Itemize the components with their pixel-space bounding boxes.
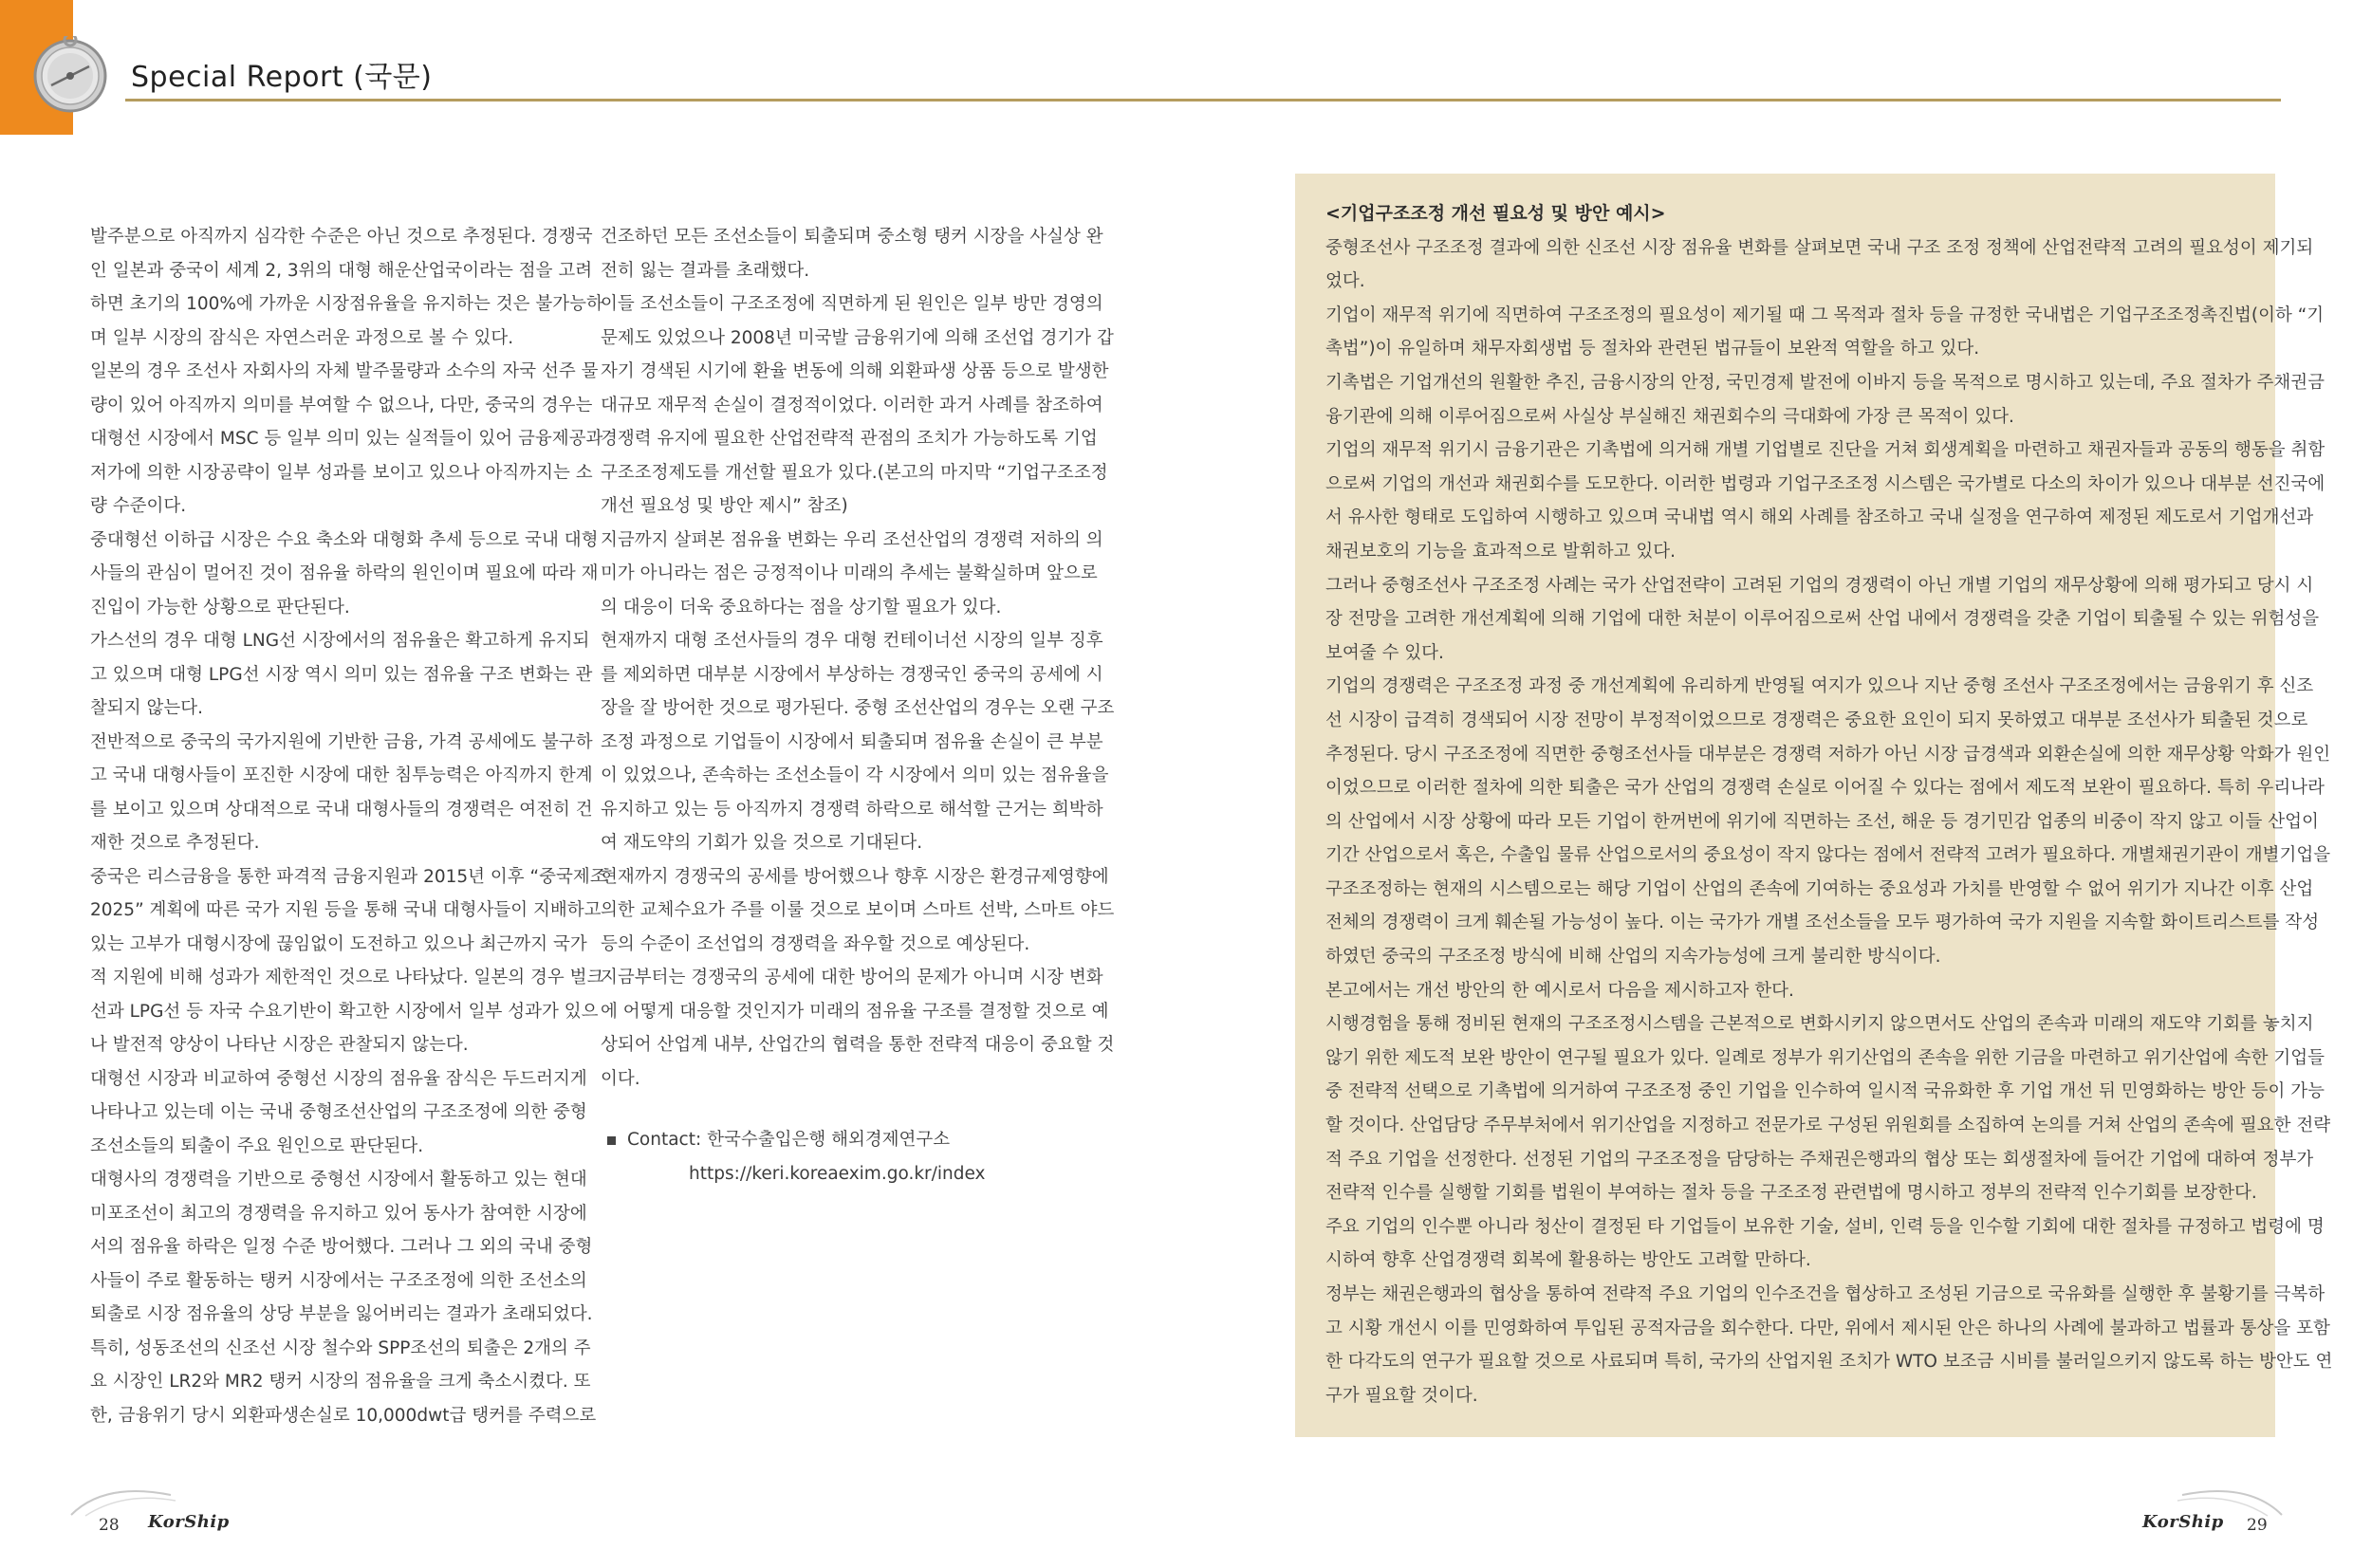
text-line: 를 제외하면 대부분 시장에서 부상하는 경쟁국인 중국의 공세에 시 bbox=[601, 664, 1103, 685]
text-line: 전히 잃는 결과를 초래했다. bbox=[601, 260, 810, 281]
text-line: 유지하고 있는 등 아직까지 경쟁력 하락으로 해석할 근거는 희박하 bbox=[601, 799, 1103, 820]
text-line: 중 전략적 선택으로 기촉법에 의거하여 구조조정 중인 기업을 인수하여 일시적 국유화한 후 기업 개선 뒤 민영화하는 방안 등이 가능 bbox=[1325, 1081, 2325, 1102]
text-line: 이들 조선소들이 구조조정에 직면하게 된 원인은 일부 방만 경영의 bbox=[601, 294, 1103, 314]
text-line: 인 일본과 중국이 세계 2, 3위의 대형 해운산업국이라는 점을 고려 bbox=[90, 260, 593, 281]
text-line: 적 지원에 비해 성과가 제한적인 것으로 나타났다. 일본의 경우 벌크 bbox=[90, 968, 604, 987]
text-line: 의한 교체수요가 주를 이룰 것으로 보이며 스마트 선박, 스마트 야드 bbox=[601, 900, 1115, 920]
text-line: 일본의 경우 조선사 자회사의 자체 발주물량과 소수의 자국 선주 물 bbox=[90, 361, 599, 381]
text-line: 고 있으며 대형 LPG선 시장 역시 의미 있는 점유율 구조 변화는 관 bbox=[90, 664, 593, 685]
text-line: 고 국내 대형사들이 포진한 시장에 대한 침투능력은 아직까지 한계 bbox=[90, 766, 593, 785]
middle-text-column bbox=[601, 220, 1115, 1096]
text-line: 않기 위한 제도적 보완 방안이 연구될 필요가 있다. 일례로 정부가 위기산업의 존속을 위한 기금을 마련하고 위기산업에 속한 기업들 bbox=[1325, 1047, 2325, 1068]
text-line: 기업이 재무적 위기에 직면하여 구조조정의 필요성이 제기될 때 그 목적과 절차 등을 규정한 국내법은 기업구조조정촉진법(이하 “기 bbox=[1325, 304, 2325, 325]
text-line: 전략적 인수를 실행할 기회를 법원이 부여하는 절차 등을 구조조정 관련법에 명시하고 정부의 전략적 인수기회를 보장한다. bbox=[1325, 1183, 2257, 1204]
text-line: 보여줄 수 있다. bbox=[1325, 642, 1444, 663]
text-line: 대형선 시장에서 MSC 등 일부 의미 있는 실적들이 있어 금융제공과 bbox=[90, 429, 603, 449]
text-line: 현재까지 경쟁국의 공세를 방어했으나 향후 시장은 환경규제영향에 bbox=[601, 866, 1109, 887]
right-korship-logo: KorShip bbox=[2142, 1512, 2224, 1532]
text-line: 융기관에 의해 이루어짐으로써 사실상 부실해진 채권회수의 극대화에 가장 큰 목적이 있다. bbox=[1325, 406, 2014, 427]
text-line: 기업의 재무적 위기시 금융기관은 기촉법에 의거해 개별 기업별로 진단을 거쳐 회생계획을 마련하고 채권자들과 공동의 행동을 취함 bbox=[1325, 440, 2325, 461]
text-line: 본고에서는 개선 방안의 한 예시로서 다음을 제시하고자 한다. bbox=[1325, 980, 1794, 1001]
text-line: 고 시황 개선시 이를 민영화하여 투입된 공적자금을 회수한다. 다만, 위에서 제시된 안은 하나의 사례에 불과하고 법률과 통상을 포함 bbox=[1325, 1318, 2330, 1338]
text-line: 장 전망을 고려한 개선계획에 의해 기업에 대한 처분이 이루어짐으로써 산업 내에서 경쟁력을 갖춘 기업이 퇴출될 수 있는 위험성을 bbox=[1325, 609, 2320, 630]
text-line: 이 있었으나, 존속하는 조선소들이 각 시장에서 의미 있는 점유율을 bbox=[601, 766, 1109, 785]
text-line: 중대형선 이하급 시장은 수요 축소와 대형화 추세 등으로 국내 대형 bbox=[90, 529, 599, 550]
text-line: 채권보호의 기능을 효과적으로 발휘하고 있다. bbox=[1325, 541, 1676, 562]
text-line: 하였던 중국의 구조조정 방식에 비해 산업의 지속가능성에 크게 불리한 방식이다. bbox=[1325, 947, 1941, 968]
text-line: 정부는 채권은행과의 협상을 통하여 전략적 주요 기업의 인수조건을 협상하고 조성된 기금으로 국유화를 실행한 후 불황기를 극복하 bbox=[1325, 1284, 2325, 1304]
text-line: 장을 잘 방어한 것으로 평가된다. 중형 조선산업의 경우는 오랜 구조 bbox=[601, 698, 1115, 718]
text-line: 이다. bbox=[601, 1068, 640, 1089]
text-line: 지금부터는 경쟁국의 공세에 대한 방어의 문제가 아니며 시장 변화 bbox=[601, 968, 1103, 987]
text-line: 중국은 리스금융을 통한 파격적 금융지원과 2015년 이후 “중국제조 bbox=[90, 866, 607, 887]
text-line: 나 발전적 양상이 나타난 시장은 관찰되지 않는다. bbox=[90, 1035, 469, 1055]
left-text-column bbox=[90, 220, 607, 1432]
text-line: 자기 경색된 시기에 환율 변동에 의해 외환파생 상품 등으로 발생한 bbox=[601, 361, 1109, 381]
text-line: 발주분으로 아직까지 심각한 수준은 아닌 것으로 추정된다. 경쟁국 bbox=[90, 227, 593, 247]
text-line: 미가 아니라는 점은 긍정적이나 미래의 추세는 불확실하며 앞으로 bbox=[601, 563, 1098, 583]
text-line: 시행경험을 통해 정비된 현재의 구조조정시스템을 근본적으로 변화시키지 않으면서도 산업의 존속과 미래의 재도약 기회를 놓치지 bbox=[1325, 1014, 2314, 1035]
text-line: 찰되지 않는다. bbox=[90, 698, 203, 718]
text-line: 주요 기업의 인수뿐 아니라 청산이 결정된 타 기업들이 보유한 기술, 설비, 인력 등을 인수할 기회에 대한 절차를 규정하고 법령에 명 bbox=[1325, 1216, 2325, 1237]
text-line: 구가 필요할 것이다. bbox=[1325, 1385, 1478, 1406]
text-line: 특히, 성동조선의 신조선 시장 철수와 SPP조선의 퇴출은 2개의 주 bbox=[90, 1337, 591, 1358]
text-line: 사들의 관심이 멀어진 것이 점유율 하락의 원인이며 필요에 따라 재 bbox=[90, 563, 599, 583]
text-line: 적 주요 기업을 선정한다. 선정된 기업의 구조조정을 담당하는 주채권은행과의 협상 또는 회생절차에 들어간 기업에 대하여 정부가 bbox=[1325, 1149, 2314, 1170]
text-line: 상되어 산업계 내부, 산업간의 협력을 통한 전략적 대응이 중요할 것 bbox=[601, 1035, 1115, 1055]
text-line: 구조조정하는 현재의 시스템으로는 해당 기업이 산업의 존속에 기여하는 중요성과 가치를 반영할 수 없어 위기가 지나간 이후 산업 bbox=[1325, 878, 2314, 899]
text-line: 서의 점유율 하락은 일정 수준 방어했다. 그러나 그 외의 국내 중형 bbox=[90, 1237, 593, 1257]
text-line: 미포조선이 최고의 경쟁력을 유지하고 있어 동사가 참여한 시장에 bbox=[90, 1203, 587, 1224]
text-line: 촉법”)이 유일하며 채무자회생법 등 절차와 관련된 법규들이 보완적 역할을 하고 있다. bbox=[1325, 339, 1980, 360]
text-line: 대형사의 경쟁력을 기반으로 중형선 시장에서 활동하고 있는 현대 bbox=[90, 1170, 587, 1190]
text-line: 량이 있어 아직까지 의미를 부여할 수 없으나, 다만, 중국의 경우는 bbox=[90, 395, 593, 415]
bullet-icon bbox=[607, 1136, 616, 1145]
text-line: 요 시장인 LR2와 MR2 탱커 시장의 점유율을 크게 축소시켰다. 또 bbox=[90, 1372, 591, 1392]
text-line: 조선소들의 퇴출이 주요 원인으로 판단된다. bbox=[90, 1135, 424, 1156]
text-line: 이었으므로 이러한 절차에 의한 퇴출은 국가 산업의 경쟁력 손실로 이어질 수 있다는 점에서 제도적 보완이 필요하다. 특히 우리나라 bbox=[1325, 778, 2325, 799]
text-line: 대형선 시장과 비교하여 중형선 시장의 점유율 잠식은 두드러지게 bbox=[90, 1068, 587, 1089]
text-line: 전체의 경쟁력이 크게 훼손될 가능성이 높다. 이는 국가가 개별 조선소들을 모두 평가하여 국가 지원을 지속할 화이트리스트를 작성 bbox=[1325, 913, 2320, 933]
text-line: 의 대응이 더욱 중요하다는 점을 상기할 필요가 있다. bbox=[601, 597, 1002, 618]
text-line: 개선 필요성 및 방안 제시” 참조) bbox=[601, 496, 848, 516]
text-line: 며 일부 시장의 잠식은 자연스러운 과정으로 볼 수 있다. bbox=[90, 327, 514, 348]
text-line: 량 수준이다. bbox=[90, 496, 187, 516]
text-line: 시하여 향후 산업경쟁력 회복에 활용하는 방안도 고려할 만하다. bbox=[1325, 1250, 1811, 1271]
text-line: 건조하던 모든 조선소들이 퇴출되며 중소형 탱커 시장을 사실상 완 bbox=[601, 227, 1103, 247]
header-rule bbox=[125, 99, 2281, 101]
contact-label: Contact: 한국수출입은행 해외경제연구소 bbox=[627, 1130, 951, 1150]
text-line: 등의 수준이 조선업의 경쟁력을 좌우할 것으로 예상된다. bbox=[601, 933, 1030, 954]
text-line: 그러나 중형조선사 구조조정 사례는 국가 산업전략이 고려된 기업의 경쟁력이 아닌 개별 기업의 재무상황에 의해 평가되고 당시 시 bbox=[1325, 575, 2314, 596]
text-line: 조정 과정으로 기업들이 시장에서 퇴출되며 점유율 손실이 큰 부분 bbox=[601, 731, 1103, 752]
text-line: 가스선의 경우 대형 LNG선 시장에서의 점유율은 확고하게 유지되 bbox=[90, 631, 590, 651]
text-line: 선 시장이 급격히 경색되어 시장 전망이 부정적이었으므로 경쟁력은 중요한 요인이 되지 못하였고 대부분 조선사가 퇴출된 것으로 bbox=[1325, 710, 2308, 730]
text-line: 재한 것으로 추정된다. bbox=[90, 833, 260, 853]
text-line: 경쟁력 유지에 필요한 산업전략적 관점의 조치가 가능하도록 기업 bbox=[601, 429, 1098, 449]
sidebar-box bbox=[1295, 174, 2333, 1437]
text-line: 지금까지 살펴본 점유율 변화는 우리 조선산업의 경쟁력 저하의 의 bbox=[601, 529, 1103, 550]
text-line: 중형조선사 구조조정 결과에 의한 신조선 시장 점유율 변화를 살펴보면 국내 구조 조정 정책에 산업전략적 고려의 필요성이 제기되 bbox=[1325, 237, 2314, 258]
text-line: 기업의 경쟁력은 구조조정 과정 중 개선계획에 유리하게 반영될 여지가 있으나 지난 중형 조선사 구조조정에서는 금융위기 후 신조 bbox=[1325, 676, 2314, 697]
text-line: 저가에 의한 시장공략이 일부 성과를 보이고 있으나 아직까지는 소 bbox=[90, 462, 593, 483]
text-line: 하면 초기의 100%에 가까운 시장점유율을 유지하는 것은 불가능하 bbox=[90, 294, 603, 314]
left-page-number: 28 bbox=[99, 1516, 120, 1535]
text-line: 구조조정제도를 개선할 필요가 있다.(본고의 마지막 “기업구조조정 bbox=[601, 462, 1108, 483]
text-line: 2025” 계획에 따른 국가 지원 등을 통해 국내 대형사들이 지배하고 bbox=[90, 900, 602, 920]
text-line: 기촉법은 기업개선의 원활한 추진, 금융시장의 안정, 국민경제 발전에 이바지 등을 목적으로 명시하고 있는데, 주요 절차가 주채권금 bbox=[1325, 372, 2325, 393]
text-line: 으로써 기업의 개선과 채권회수를 도모한다. 이러한 법령과 기업구조조정 시스템은 국가별로 다소의 차이가 있으나 대부분 선진국에 bbox=[1325, 473, 2325, 494]
text-line: 현재까지 대형 조선사들의 경우 대형 컨테이너선 시장의 일부 징후 bbox=[601, 631, 1103, 651]
text-line: 한, 금융위기 당시 외환파생손실로 10,000dwt급 탱커를 주력으로 bbox=[90, 1405, 597, 1426]
text-line: 사들이 주로 활동하는 탱커 시장에서는 구조조정에 의한 조선소의 bbox=[90, 1270, 587, 1291]
text-line: 퇴출로 시장 점유율의 상당 부분을 잃어버리는 결과가 초래되었다. bbox=[90, 1304, 593, 1324]
text-line: 전반적으로 중국의 국가지원에 기반한 금융, 가격 공세에도 불구하 bbox=[90, 731, 593, 752]
text-line: 를 보이고 있으며 상대적으로 국내 대형사들의 경쟁력은 여전히 건 bbox=[90, 799, 593, 820]
text-line: 추정된다. 당시 구조조정에 직면한 중형조선사들 대부분은 경쟁력 저하가 아닌 시장 급경색과 외환손실에 의한 재무상황 악화가 원인 bbox=[1325, 744, 2331, 765]
text-line: 나타나고 있는데 이는 국내 중형조선산업의 구조조정에 의한 중형 bbox=[90, 1102, 587, 1122]
contact-block bbox=[607, 1123, 986, 1191]
compass-icon bbox=[30, 36, 110, 116]
text-line: 대규모 재무적 손실이 결정적이었다. 이러한 과거 사례를 참조하여 bbox=[601, 395, 1103, 415]
text-line: 여 재도약의 기회가 있을 것으로 기대된다. bbox=[601, 833, 923, 853]
text-line: 었다. bbox=[1325, 271, 1365, 292]
text-line: 있는 고부가 대형시장에 끊임없이 도전하고 있으나 최근까지 국가 bbox=[90, 933, 587, 954]
page-header-title: Special Report (국문) bbox=[131, 61, 433, 94]
text-line: 의 산업에서 시장 상황에 따라 모든 기업이 한꺼번에 위기에 직면하는 조선, 해운 등 경기민감 업종의 비중이 작지 않고 이들 산업이 bbox=[1325, 811, 2319, 832]
sidebar-box-title: <기업구조조정 개선 필요성 및 방안 예시> bbox=[1325, 203, 1666, 224]
text-line: 에 어떻게 대응할 것인지가 미래의 점유율 구조를 결정할 것으로 예 bbox=[601, 1001, 1109, 1022]
text-line: 진입이 가능한 상황으로 판단된다. bbox=[90, 597, 350, 618]
text-line: 기간 산업으로서 혹은, 수출입 물류 산업으로서의 중요성이 작지 않다는 점에서 전략적 고려가 필요하다. 개별채권기관이 개별기업을 bbox=[1325, 845, 2331, 866]
right-page-number: 29 bbox=[2247, 1516, 2268, 1535]
contact-url[interactable]: https://keri.koreaexim.go.kr/index bbox=[689, 1164, 986, 1184]
text-line: 한 다각도의 연구가 필요할 것으로 사료되며 특히, 국가의 산업지원 조치가 WTO 보조금 시비를 불러일으키지 않도록 하는 방안도 연 bbox=[1325, 1352, 2333, 1373]
text-line: 선과 LPG선 등 자국 수요기반이 확고한 시장에서 일부 성과가 있으 bbox=[90, 1001, 599, 1022]
text-line: 할 것이다. 산업담당 주무부처에서 위기산업을 지정하고 전문가로 구성된 위원회를 소집하여 논의를 거쳐 산업의 존속에 필요한 전략 bbox=[1325, 1116, 2331, 1136]
text-line: 문제도 있었으나 2008년 미국발 금융위기에 의해 조선업 경기가 갑 bbox=[601, 327, 1114, 348]
left-korship-logo: KorShip bbox=[148, 1512, 230, 1532]
text-line: 서 유사한 형태로 도입하여 시행하고 있으며 국내법 역시 해외 사례를 참조하고 국내 실정을 연구하여 제정된 제도로서 기업개선과 bbox=[1325, 507, 2314, 528]
